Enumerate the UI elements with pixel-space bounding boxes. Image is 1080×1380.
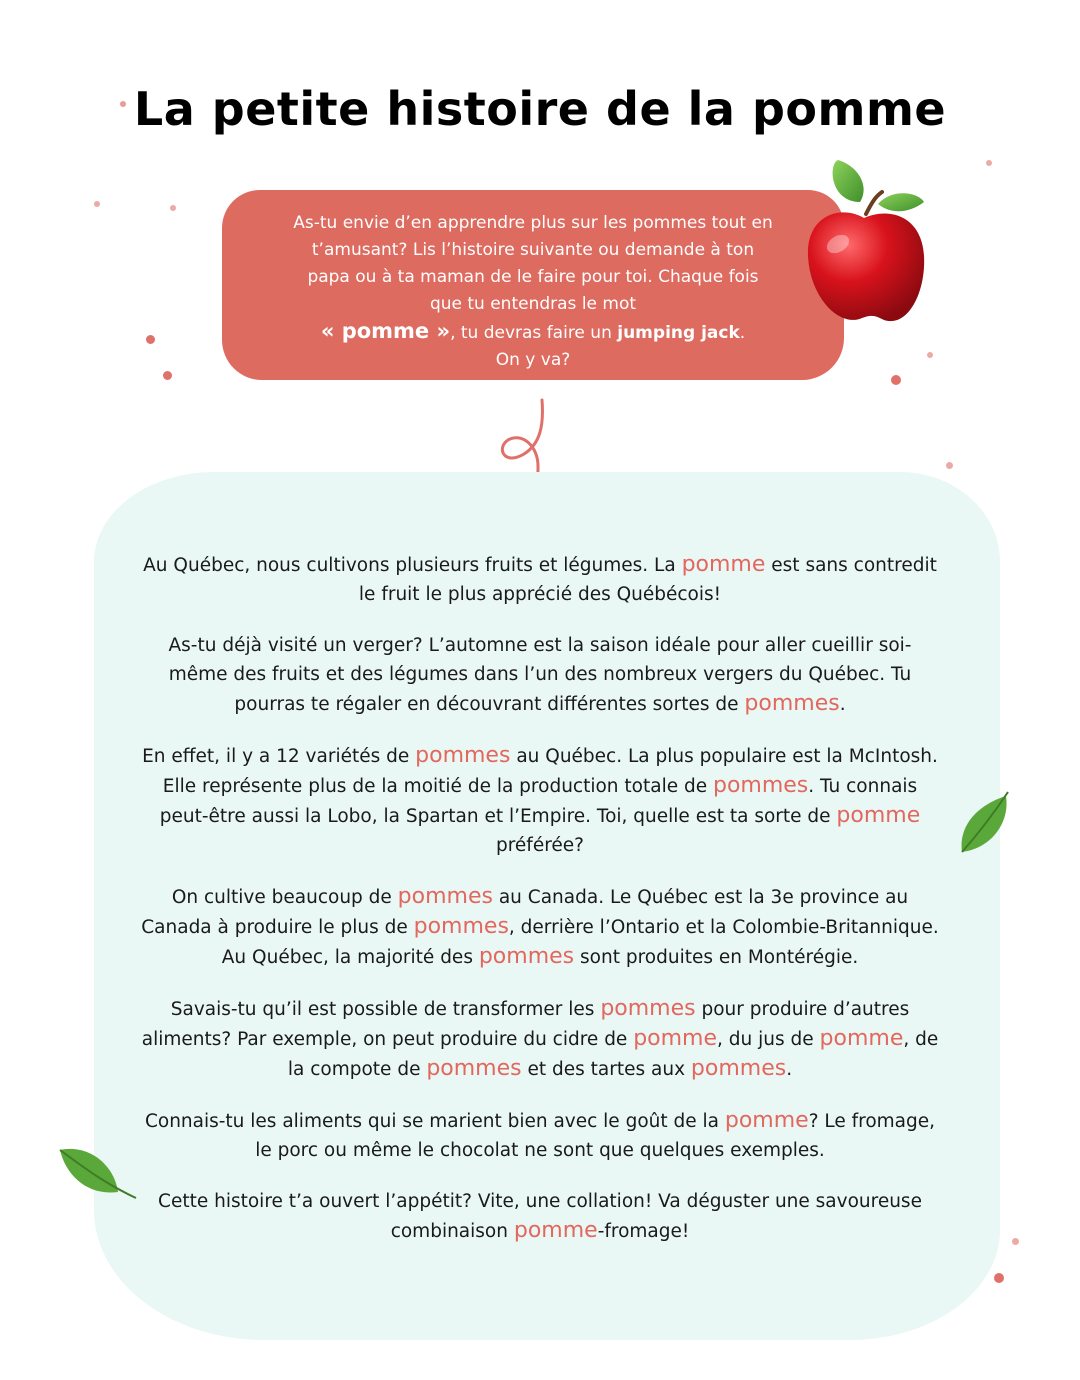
decor-dot xyxy=(891,375,901,385)
intro-question: On y va? xyxy=(495,350,571,370)
intro-bubble xyxy=(222,190,844,380)
decor-dot xyxy=(927,352,933,358)
story-paragraph xyxy=(140,1187,940,1246)
pomme-word: pomme xyxy=(836,803,921,828)
leaf-icon xyxy=(956,790,1012,856)
intro-text: , tu devras faire un xyxy=(450,323,618,343)
text: et des tartes aux xyxy=(521,1059,691,1080)
text: sont produites en Montérégie. xyxy=(574,947,859,968)
text: , de la compote de xyxy=(287,1029,939,1080)
pomme-word: pommes xyxy=(744,691,840,716)
text: est sans contredit le fruit le plus apprécié des Québécois! xyxy=(358,555,937,605)
text: As-tu déjà visité un verger? L’automne est la saison idéale pour aller cueillir soi-même des fruits et des légumes dans l’un des nombreux vergers du Québec. Tu pourras te régaler en découvrant différentes sortes de xyxy=(168,635,912,715)
text: au Canada. Le Québec est la 3e province au Canada à produire le plus de xyxy=(141,887,909,938)
decor-dot xyxy=(994,1273,1004,1283)
pomme-word: pomme xyxy=(681,552,766,577)
decor-dot xyxy=(946,462,953,469)
pomme-word: pommes xyxy=(397,884,493,909)
text: ? Le fromage, le porc ou même le chocolat ne sont que quelques exemples. xyxy=(255,1111,936,1161)
decor-dot xyxy=(163,371,172,380)
apple-icon xyxy=(800,152,930,332)
decor-dot xyxy=(120,101,126,107)
text: Au Québec, nous cultivons plusieurs fruits et légumes. La xyxy=(143,555,682,576)
story-paragraph xyxy=(140,1106,940,1165)
pomme-word: pommes xyxy=(413,914,509,939)
story-paragraph xyxy=(140,882,940,972)
story-text xyxy=(140,550,940,1268)
pomme-word: pommes xyxy=(690,1056,787,1081)
text: . xyxy=(839,694,846,715)
text: pour produire d’autres aliments? Par exemple, on peut produire du cidre de xyxy=(141,999,910,1050)
pomme-word: pomme xyxy=(513,1218,598,1243)
story-paragraph xyxy=(140,550,940,609)
pomme-word: pommes xyxy=(600,996,696,1021)
text: au Québec. La plus populaire est la McIntosh. Elle représente plus de la moitié de la production totale de xyxy=(162,746,938,797)
decor-dot xyxy=(986,160,992,166)
decor-dot xyxy=(146,335,155,344)
text: . xyxy=(786,1059,793,1080)
text: . Tu connais peut-être aussi la Lobo, la Spartan et l’Empire. Toi, quelle est ta sorte de xyxy=(159,776,918,827)
pomme-word: pommes xyxy=(426,1056,522,1081)
decor-dot xyxy=(1012,1238,1019,1245)
text: On cultive beaucoup de xyxy=(171,887,398,908)
decor-dot xyxy=(170,205,176,211)
intro-keyword: « pomme » xyxy=(320,319,451,343)
pomme-word: pomme xyxy=(819,1026,904,1051)
page-title: La petite histoire de la pomme xyxy=(133,82,947,136)
intro-text: . xyxy=(739,323,746,343)
leaf-icon xyxy=(58,1146,138,1202)
intro-action: jumping jack xyxy=(617,323,740,343)
text: Cette histoire t’a ouvert l’appétit? Vite, une collation! Va déguster une savoureuse combinaison xyxy=(158,1191,922,1242)
story-paragraph xyxy=(140,741,940,860)
text: , derrière l’Ontario et la Colombie-Britannique. Au Québec, la majorité des xyxy=(221,917,939,968)
intro-text: As-tu envie d’en apprendre plus sur les pommes tout en t’amusant? Lis l’histoire suivante ou demande à ton papa ou à ta maman de le faire pour toi. Chaque fois que tu entendras le mot xyxy=(293,213,773,314)
decor-dot xyxy=(94,201,100,207)
story-paragraph xyxy=(140,631,940,719)
text: , du jus de xyxy=(717,1029,820,1050)
story-paragraph xyxy=(140,994,940,1084)
text: En effet, il y a 12 variétés de xyxy=(142,746,416,767)
text: préférée? xyxy=(495,835,584,856)
text: Connais-tu les aliments qui se marient bien avec le goût de la xyxy=(144,1111,725,1132)
text: Savais-tu qu’il est possible de transformer les xyxy=(170,999,601,1020)
pomme-word: pomme xyxy=(724,1108,809,1133)
pomme-word: pommes xyxy=(478,944,575,969)
pomme-word: pommes xyxy=(712,773,809,798)
pomme-word: pomme xyxy=(633,1026,718,1051)
pomme-word: pommes xyxy=(415,743,511,768)
text: -fromage! xyxy=(597,1221,690,1242)
